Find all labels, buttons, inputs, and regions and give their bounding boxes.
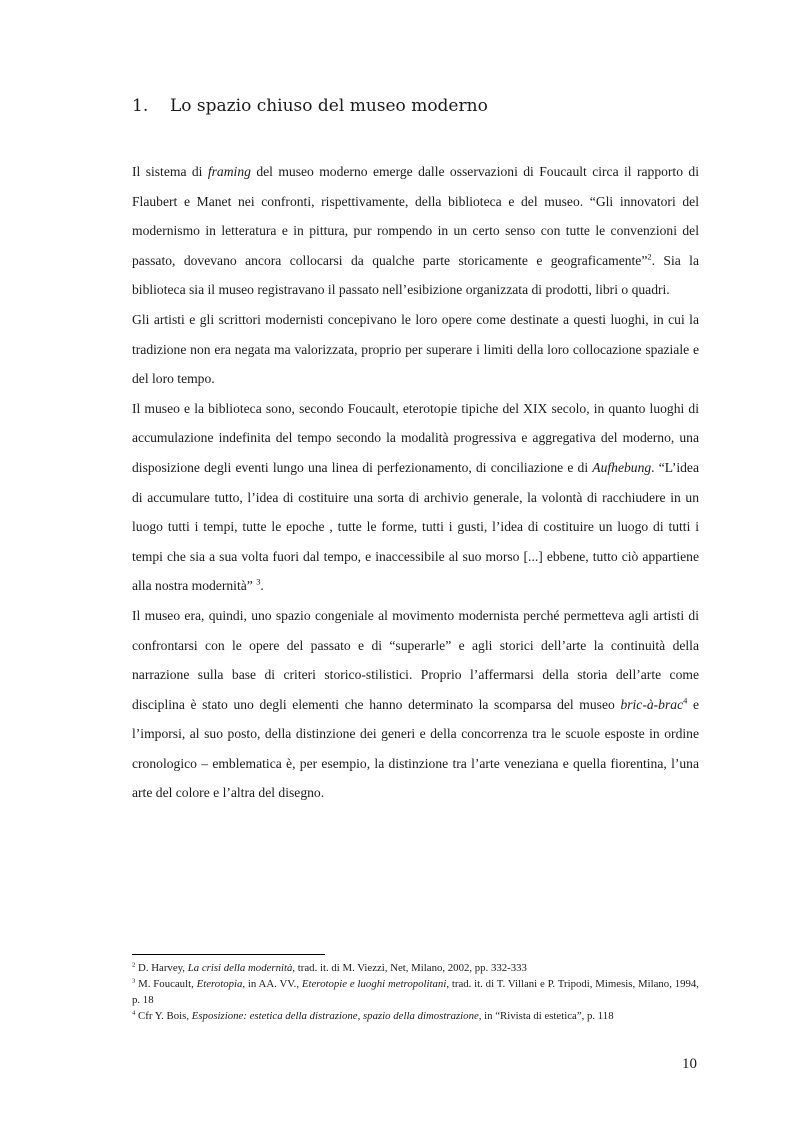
footnote-2 [132,961,699,976]
p3-emphasis-aufhebung: Aufhebung [592,459,652,475]
footnote-text: M. Foucault, [135,978,197,991]
footnote-title: Esposizione: estetica della distrazione, spazio della dimostrazione [191,1010,479,1023]
paragraph-3 [132,394,699,601]
footnote-3 [132,977,699,1008]
footnote-text: , in “Rivista di estetica”, p. 118 [478,1010,614,1023]
footnote-divider [132,954,325,955]
footnote-number: 4 [132,1009,136,1017]
p2-text-a: Gli artisti e gli scrittori modernisti concepivano le loro opere come destinate a questi luoghi, in cui la tradizione non era negata ma valorizzata, proprio per superare i limiti della loro collocazione spaziale e del loro tempo. [132,311,699,387]
page-number: 10 [682,1056,697,1072]
footnote-title: Eterotopie e luoghi metropolitani [301,978,447,991]
footnote-4 [132,1009,699,1024]
footnote-text: , trad. it. di M. Viezzi, Net, Milano, 2002, pp. 332-333 [292,962,527,974]
footnote-text: D. Harvey, [135,962,188,974]
footnote-title: Eterotopia [196,978,243,991]
p3-text-c: . [260,578,264,594]
p3-text-a: Il museo e la biblioteca sono, secondo Foucault, eterotopie tipiche del XIX secolo, in quanto luoghi di accumulazione indefinita del tempo secondo la modalità progressiva e aggregativa del moderno, una disposizione degli eventi lungo una linea di perfezionamento, di conciliazione e di [132,400,699,475]
paragraph-2 [132,305,699,394]
section-number: 1. [132,96,149,116]
section-title: Lo spazio chiuso del museo moderno [170,96,488,116]
footnote-number: 3 [132,977,136,985]
p1-text-b: del museo moderno emerge dalle osservazioni di Foucault circa il rapporto di Flaubert e Manet nei confronti, rispettivamente, della biblioteca e del museo. “Gli innovatori del modernismo in letteratura e in pittura, pur rompendo in un certo senso con tutte le convenzioni del passato, dovevano ancora collocarsi da qualche parte storicamente e geograficamente” [132,164,699,268]
p1-text-a: Il sistema di [132,164,208,179]
footnote-text: , trad. it. di T. Villani e P. Tripodi, Mimesis, Milano, 1994, p. 18 [132,978,700,1006]
p1-text-c: . Sia la biblioteca sia il museo registravano il passato nell’esibizione organizzata di prodotti, libri o quadri. [132,252,699,298]
p4-emphasis-bric-a-brac: bric-à-brac [620,696,684,712]
paragraph-4 [132,601,699,808]
footnote-text: , in AA. VV., [242,978,302,991]
body-text [132,157,699,808]
footnote-ref-4[interactable]: 4 [683,695,688,706]
p4-text-b: e l’imporsi, al suo posto, della distinzione dei generi e della concorrenza tra le scuole esposte in ordine cronologico – emblematica è, per esempio, la distinzione tra l’arte veneziana e quella fiorentina, l’una arte del colore e l’altra del disegno. [132,696,699,801]
section-heading [132,96,488,116]
footnotes [132,961,699,1026]
paragraph-1 [132,157,699,305]
footnote-number: 2 [132,961,136,969]
footnote-ref-3[interactable]: 3 [256,576,261,587]
footnote-ref-2[interactable]: 2 [647,251,652,262]
p4-text-a: Il museo era, quindi, uno spazio congeniale al movimento modernista perché permetteva agli artisti di confrontarsi con le opere del passato e di “superarle” e agli storici dell’arte la continuità della narrazione sulla base di criteri storico-stilistici. Proprio l’affermarsi della storia dell’arte come disciplina è stato uno degli elementi che hanno determinato la scomparsa del museo [132,607,699,712]
footnote-title: La crisi della modernità [187,962,293,974]
p1-emphasis-framing: framing [207,164,251,179]
p3-text-b: . “L’idea di accumulare tutto, l’idea di costituire una sorta di archivio generale, la volontà di racchiudere in un luogo tutti i tempi, tutte le epoche , tutte le forme, tutti i gusti, l’idea di costituire un luogo di tutti i tempi che sia a sua volta fuori dal tempo, e inaccessibile al suo morso [...] ebbene, tutto ciò appartiene alla nostra modernità” [132,459,699,594]
footnote-text: Cfr Y. Bois, [135,1010,192,1023]
